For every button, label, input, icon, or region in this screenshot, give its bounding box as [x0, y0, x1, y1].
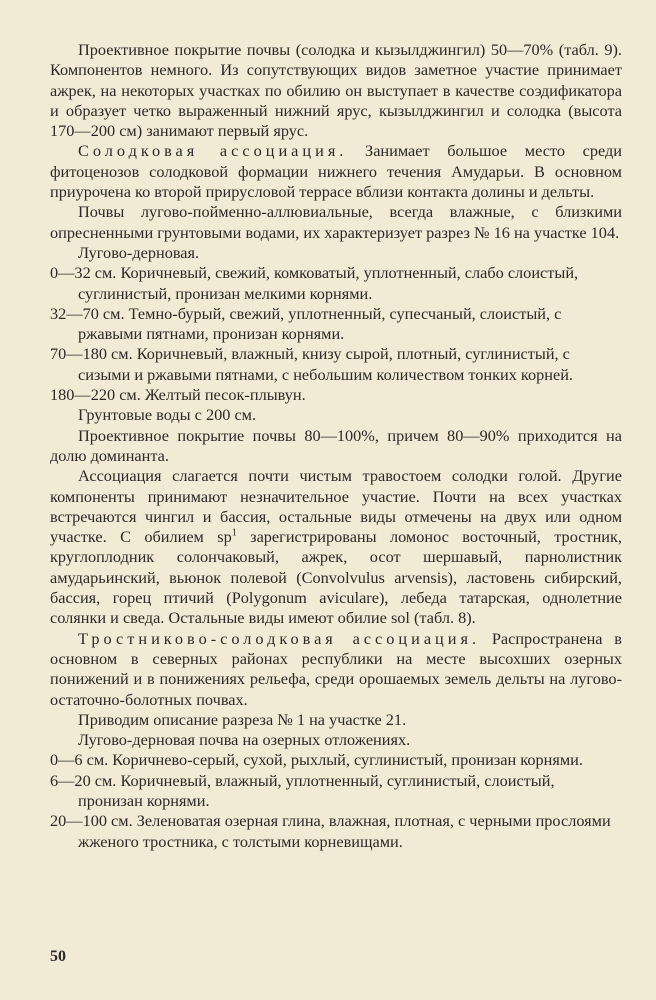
horizon-row: 70—180 см. Коричневый, влажный, книзу сырой, плотный, суглинистый, с сизыми и ржавыми пятнами, с небольшим количеством тонких корней. — [50, 344, 574, 384]
horizon-row: 6—20 см. Коричневый, влажный, уплотненный, суглинистый, слоистый, пронизан корнями. — [50, 770, 555, 810]
page-number: 50 — [50, 948, 66, 965]
paragraph-association-licorice — [50, 141, 622, 202]
paragraph-cover: Проективное покрытие почвы (солодка и кызылджингил) 50—70% (табл. 9). Компонентов немного. Из сопутствующих видов заметное участие принимает ажрек, на некоторых участках по обилию он выступает в качестве соэдификатора и образует четко выраженный нижний ярус, кызылджингил и солодка (высота 170—200 см) занимают первый ярус. — [50, 40, 622, 141]
composition-text-a: Ассоциация слагается почти чистым травостоем солодки голой. Другие компоненты принимают незначительное участие. Почти на всех участках встречаются чингил и бассия, остальные виды отмечены на двух или одном участке. С обилием sp — [50, 466, 622, 547]
section-intro: Приводим описание разреза № 1 на участке 21. — [78, 709, 407, 729]
paragraph-composition — [50, 466, 622, 628]
footnote-mark: 1 — [231, 527, 237, 539]
horizon-row: 180—220 см. Желтый песок-плывун. — [50, 385, 306, 405]
paragraph-soils: Почвы лугово-пойменно-аллювиальные, всегда влажные, с близкими опресненными грунтовыми водами, их характеризует разрез № 16 на участке 104. — [50, 202, 622, 242]
soil-type-label-2: Лугово-дерновая почва на озерных отложениях. — [78, 730, 411, 750]
soil-type-label: Лугово-дерновая. — [78, 242, 200, 262]
horizon-row: 32—70 см. Темно-бурый, свежий, уплотненный, супесчаный, слоистый, с ржавыми пятнами, пронизан корнями. — [50, 303, 562, 344]
paragraph-cover-2: Проективное покрытие почвы 80—100%, причем 80—90% приходится на долю доминанта. — [50, 425, 622, 465]
paragraph-association-reed — [50, 629, 622, 710]
association-text: Занимает большое место среди фитоценозов солодковой формации нижнего течения Амударьи. В основном приурочена ко второй прирусловой террасе вблизи контакта долины и дельты. — [50, 141, 622, 202]
association-heading: Солодковая ассоциация. — [78, 141, 348, 161]
association-heading-reed: Тростниково-солодковая ассоциация. — [78, 628, 481, 648]
association-reed-text: Распространена в основном в северных районах республики на месте высохших озерных понижений и в понижениях рельефа, среди орошаемых земель дельты на лугово-остаточно-болотных почвах. — [50, 628, 622, 709]
horizon-row: 0—32 см. Коричневый, свежий, комковатый, уплотненный, слабо слоистый, суглинистый, пронизан мелкими корнями. — [50, 263, 579, 303]
page-text — [50, 40, 622, 852]
groundwater-note: Грунтовые воды с 200 см. — [78, 405, 257, 425]
composition-text-b: зарегистрированы ломонос восточный, тростник, круглоплодник солончаковый, ажрек, осот шершавый, парнолистник амударьинский, вьюнок полевой (Convolvulus arvensis), ластовень сибирский, бассия, горец птичий (Polygonum aviculare), лебеда татарская, однолетние солянки и сведа. Остальные виды имеют обилие sol (табл. 8). — [50, 527, 622, 628]
horizon-row: 20—100 см. Зеленоватая озерная глина, влажная, плотная, с черными прослоями жженого тростника, с толстыми корневищами. — [50, 811, 611, 851]
horizon-row: 0—6 см. Коричнево-серый, сухой, рыхлый, суглинистый, пронизан корнями. — [50, 750, 583, 770]
